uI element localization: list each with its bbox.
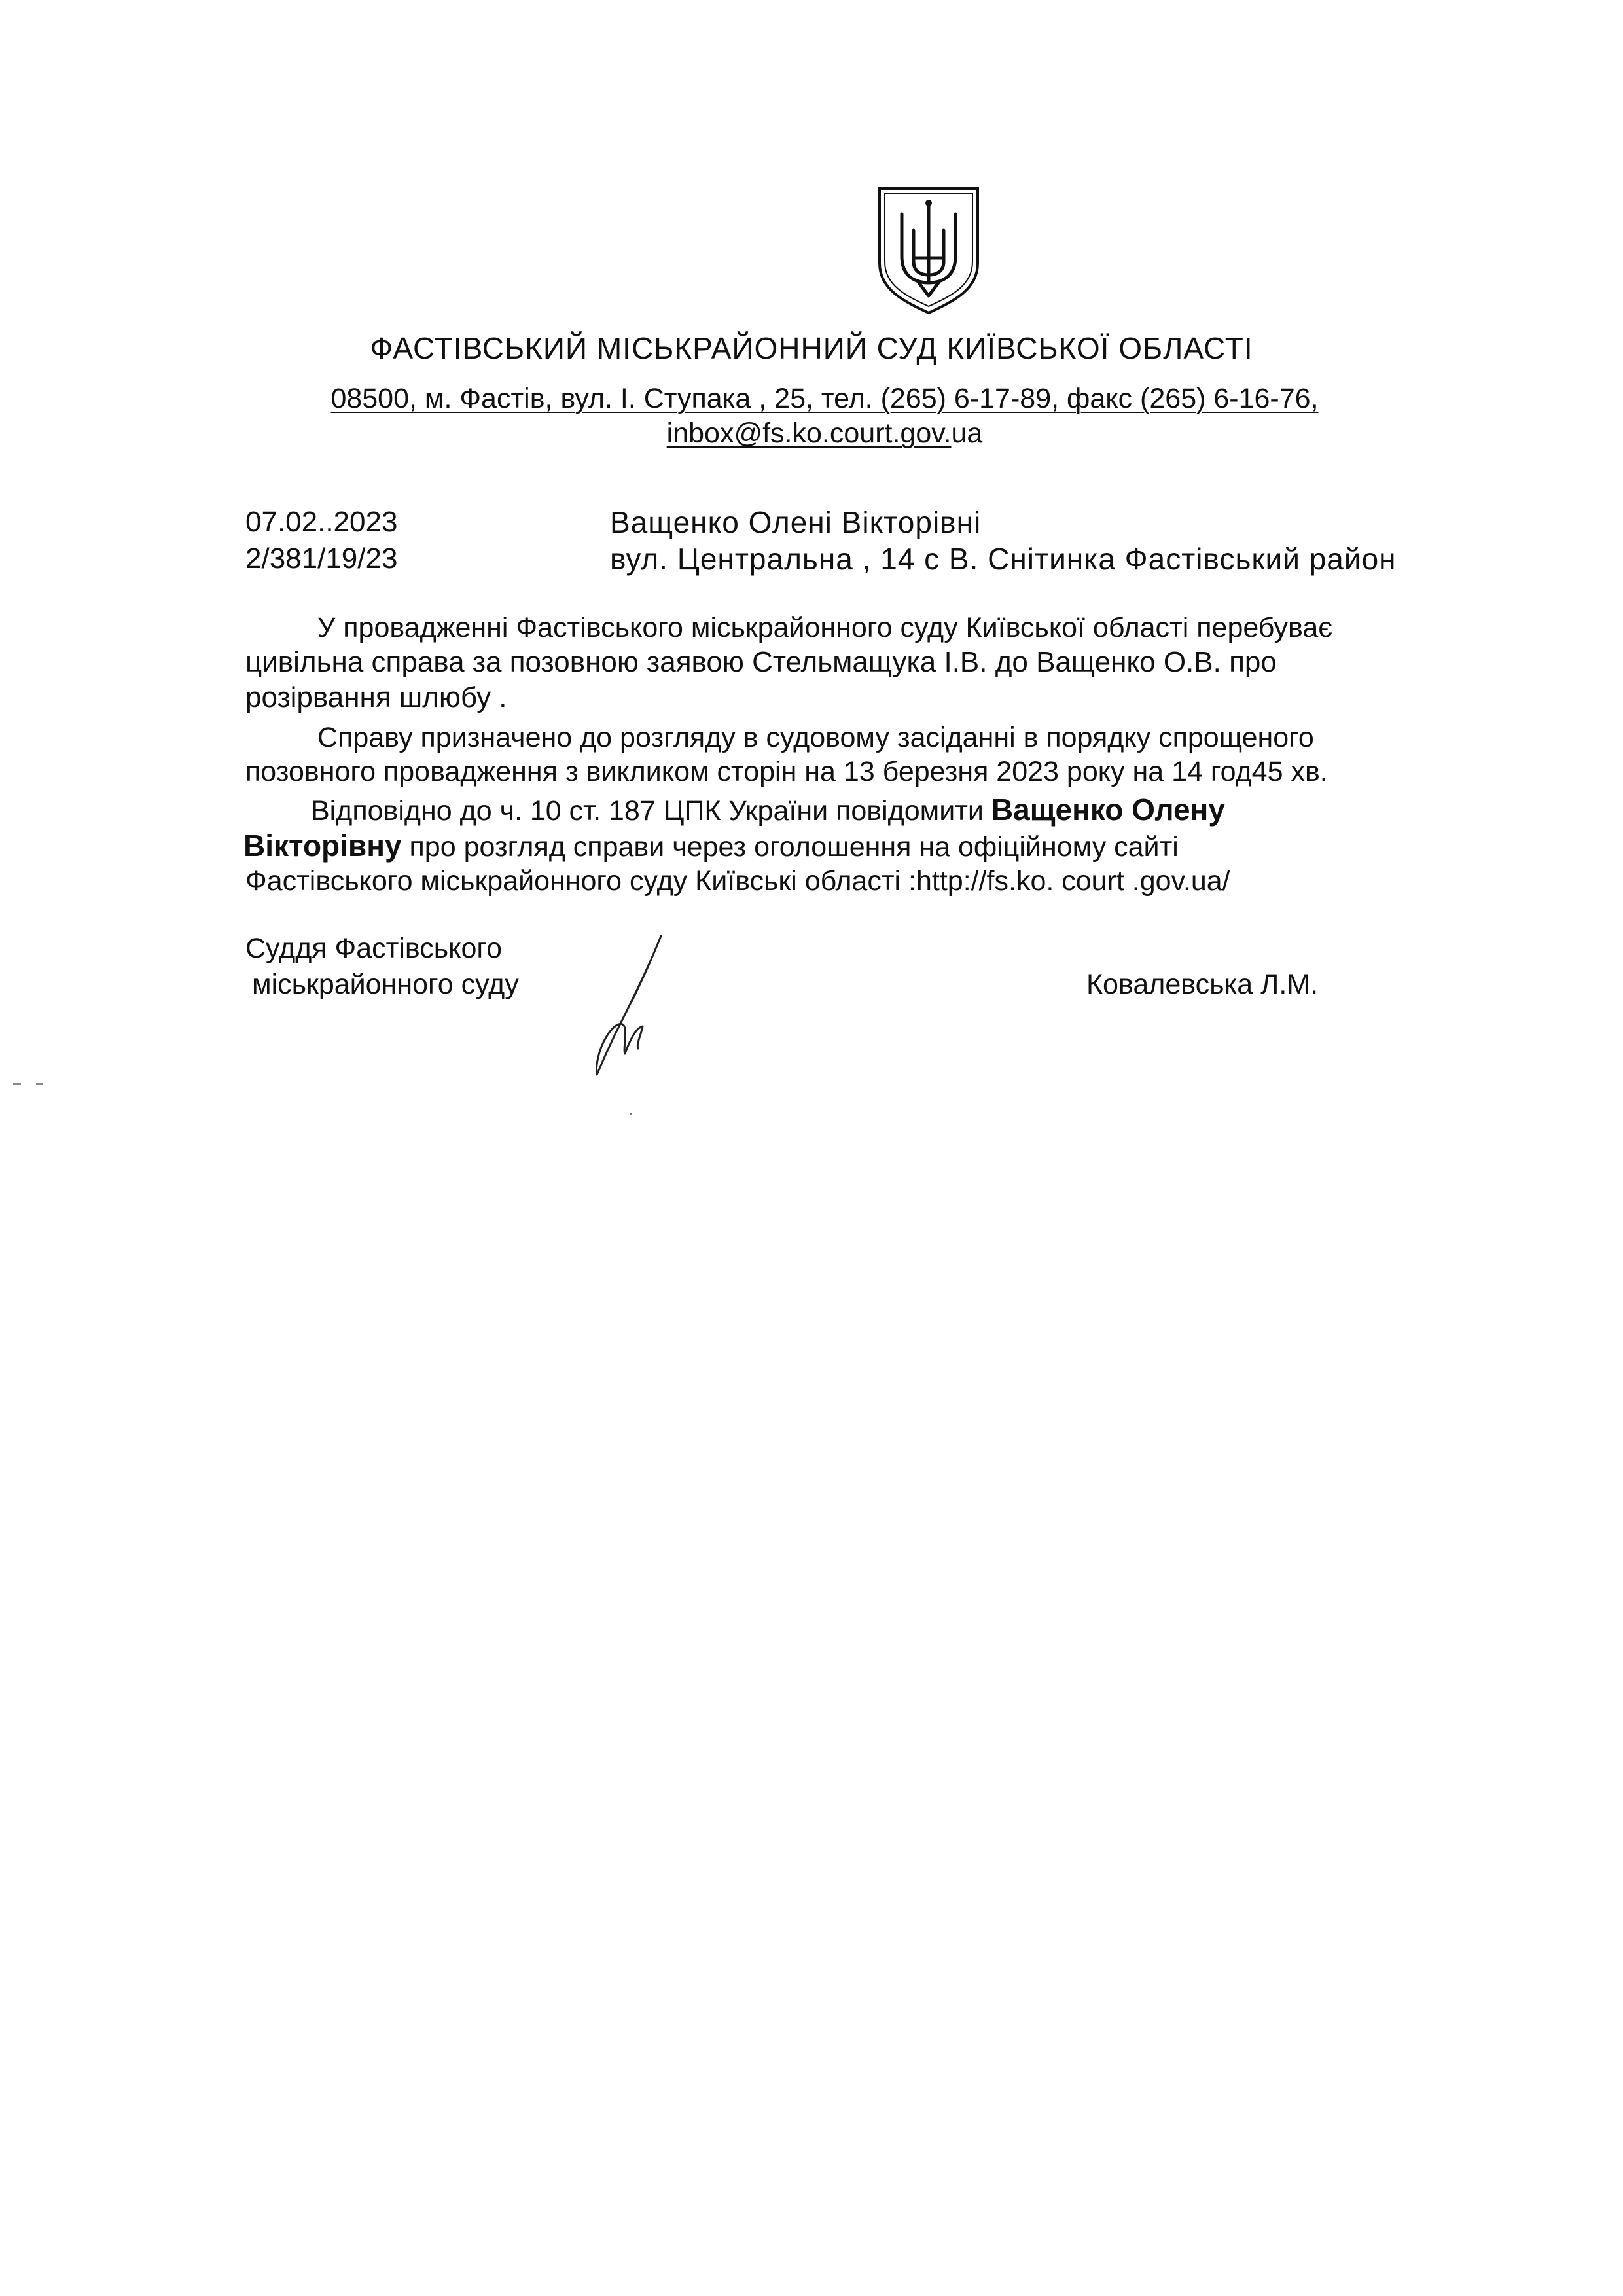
judge-name: Ковалевська Л.М. [1086,969,1319,1000]
scan-speck [630,1113,632,1115]
body-p3-bold-patronymic: Вікторівну [243,829,402,863]
scan-speck [13,1083,21,1085]
coat-of-arms-icon [876,185,982,315]
court-email-line [0,418,1623,450]
body-p2-line1: Справу призначено до розгляду в судовому засіданні в порядку спрощеного [317,722,1314,753]
judge-title-line1: Суддя Фастівського [245,933,503,964]
signature-image [569,929,681,1080]
court-email-tail: ua [951,418,983,449]
body-p1-line2: цивільна справа за позовною заявою Стельмащука І.В. до Ващенко О.В. про [245,646,1277,678]
body-p1-line1: У провадженні Фастівського міськрайонного суду Київської області перебуває [317,612,1333,643]
recipient-name: Ващенко Олені Вікторівні [610,505,982,539]
body-p3-text: Відповідно до ч. 10 ст. 187 ЦПК України повідомити [311,795,991,827]
court-email-link[interactable]: inbox@fs.ko.court.gov. [666,418,952,449]
recipient-address: вул. Центральна , 14 с В. Снітинка Фастівський район [610,542,1397,576]
body-p3-line1 [311,792,1225,827]
body-p2-line2: позовного провадження з викликом сторін на 13 березня 2023 року на 14 год45 хв. [245,756,1328,787]
judge-title-line2: міськрайонного суду [252,969,519,1000]
body-p3-bold-name: Ващенко Олену [991,793,1225,827]
body-p1-line3: розірвання шлюбу . [245,681,507,713]
body-p3-line2 [243,828,1179,863]
scan-speck [36,1083,43,1085]
court-address: 08500, м. Фастів, вул. І. Ступака , 25, тел. (265) 6-17-89, факс (265) 6-16-76, [330,383,1319,414]
body-p3-text-rest: про розгляд справи через оголошення на офіційному сайті [401,831,1179,863]
body-p3-line3: Фастівського міськрайонного суду Київські області :http://fs.ko. court .gov.ua/ [245,865,1230,897]
court-name: ФАСТІВСЬКИЙ МІСЬКРАЙОННИЙ СУД КИЇВСЬКОЇ ОБЛАСТІ [370,331,1253,365]
document-date: 07.02..2023 [245,506,398,538]
document-number: 2/381/19/23 [245,543,398,575]
